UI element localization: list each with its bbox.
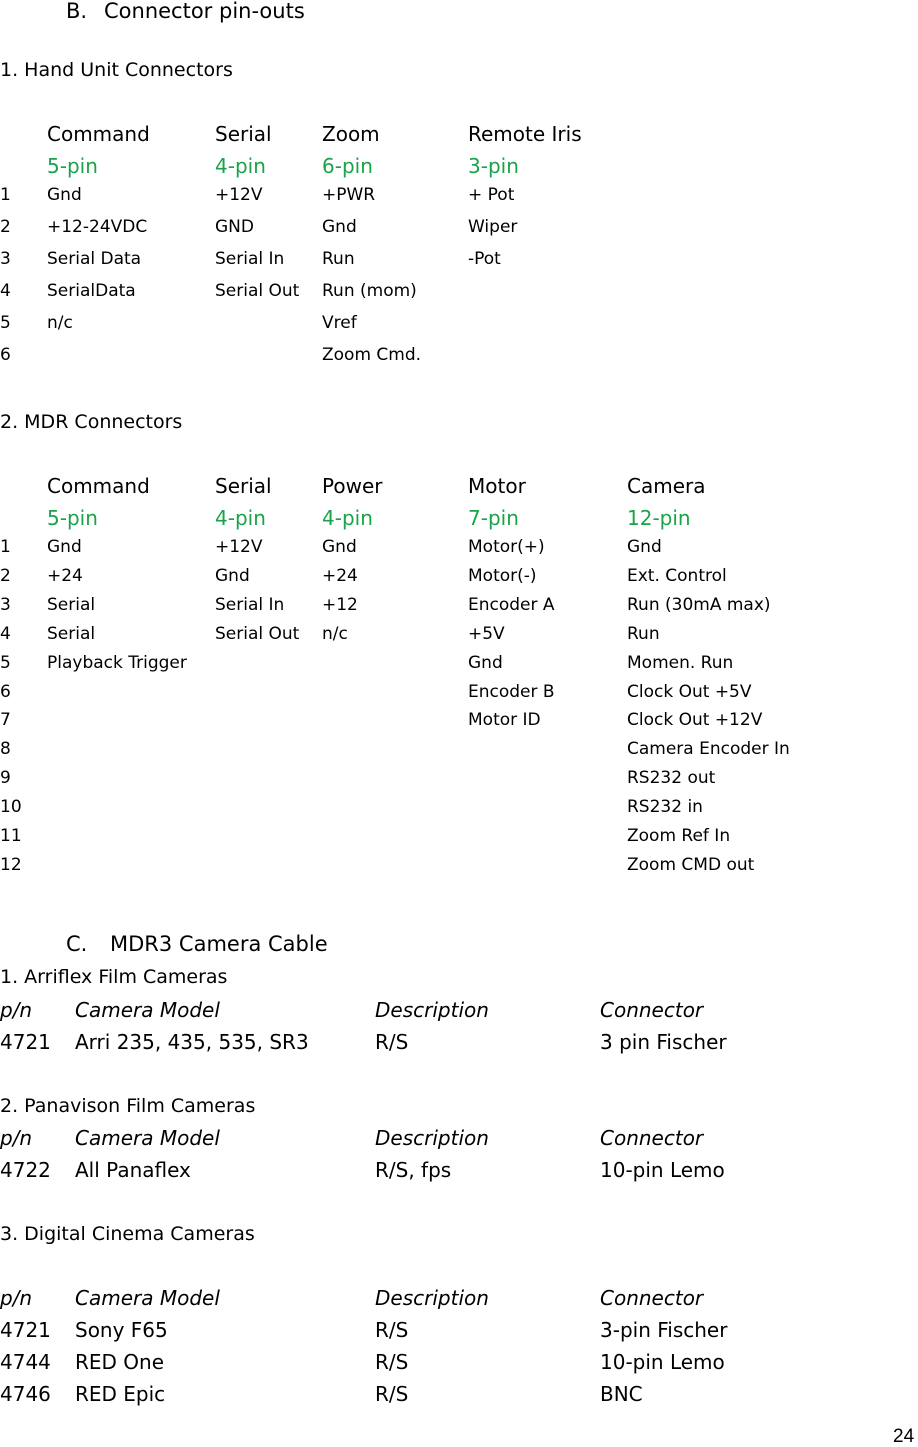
hand-unit-cell: Zoom Cmd. <box>322 345 422 365</box>
mdr-cell: Serial <box>47 594 96 615</box>
camera-cable-cell: 3 pin Fischer <box>600 1030 727 1054</box>
hand-unit-col-header: Zoom <box>322 122 380 146</box>
section-c-title: MDR3 Camera Cable <box>110 932 328 956</box>
mdr-row-number: 7 <box>0 710 11 731</box>
camera-cable-cell: RED Epic <box>75 1382 166 1406</box>
camera-col-header: p/n <box>0 1126 33 1150</box>
mdr-cell: Encoder A <box>468 594 555 615</box>
camera-cable-cell: All Panaflex <box>75 1158 191 1182</box>
mdr-cell: Gnd <box>47 537 82 557</box>
hand-unit-pin-count: 5-pin <box>47 154 98 178</box>
hand-unit-cell: Run <box>322 249 355 269</box>
mdr-col-header: Camera <box>627 474 706 498</box>
mdr-row-number: 2 <box>0 565 11 586</box>
mdr-cell: n/c <box>322 623 348 644</box>
camera-col-header: Camera Model <box>75 1126 220 1150</box>
mdr-cell: Motor(-) <box>468 565 537 586</box>
mdr-cell: Gnd <box>468 652 503 673</box>
hand-unit-cell: Run (mom) <box>322 281 417 301</box>
mdr-row-number: 9 <box>0 768 11 789</box>
mdr-cell: Clock Out +5V <box>627 681 752 702</box>
camera-col-header: Camera Model <box>75 998 220 1022</box>
hand-unit-cell: Gnd <box>322 217 357 237</box>
hand-unit-cell: SerialData <box>47 281 136 301</box>
hand-unit-col-header: Command <box>47 122 150 146</box>
mdr-cell: Clock Out +12V <box>627 710 763 731</box>
mdr-cell: Ext. Control <box>627 565 727 586</box>
camera-cable-cell: 10-pin Lemo <box>600 1350 725 1374</box>
mdr-cell: +24 <box>47 565 83 586</box>
camera-group-heading: 1. Arriflex Film Cameras <box>0 966 228 988</box>
hand-unit-cell: Vref <box>322 313 357 333</box>
hand-unit-cell: +12V <box>215 185 263 205</box>
camera-cable-cell: R/S <box>375 1382 409 1406</box>
section-c-letter: C. <box>66 932 88 956</box>
mdr-row-number: 4 <box>0 623 11 644</box>
hand-unit-col-header: Remote Iris <box>468 122 582 146</box>
hand-unit-cell: -Pot <box>468 249 501 269</box>
mdr-cell: +24 <box>322 565 358 586</box>
camera-col-header: Description <box>375 1286 489 1310</box>
mdr-cell: Run (30mA max) <box>627 594 771 615</box>
mdr-cell: Gnd <box>627 537 662 557</box>
camera-col-header: Camera Model <box>75 1286 220 1310</box>
hand-unit-cell: +12-24VDC <box>47 217 148 237</box>
mdr-row-number: 12 <box>0 854 22 875</box>
mdr-cell: Playback Trigger <box>47 652 187 673</box>
hand-unit-row-number: 6 <box>0 345 11 365</box>
mdr-cell: Zoom Ref In <box>627 826 731 846</box>
mdr-cell: RS232 out <box>627 768 716 789</box>
camera-col-header: Connector <box>600 1286 704 1310</box>
mdr-cell: Zoom CMD out <box>627 854 755 875</box>
camera-cable-cell: RED One <box>75 1350 165 1374</box>
camera-group-heading: 3. Digital Cinema Cameras <box>0 1223 255 1245</box>
mdr-row-number: 1 <box>0 537 11 557</box>
camera-cable-cell: 4722 <box>0 1158 51 1182</box>
mdr-col-header: Motor <box>468 474 526 498</box>
mdr-cell: Serial <box>47 623 96 644</box>
mdr-cell: Momen. Run <box>627 652 734 673</box>
camera-cable-cell: 4744 <box>0 1350 51 1374</box>
mdr-cell: +12 <box>322 594 358 615</box>
camera-cable-cell: 4721 <box>0 1318 51 1342</box>
camera-cable-cell: Sony F65 <box>75 1318 168 1342</box>
camera-col-header: Description <box>375 1126 489 1150</box>
hand-unit-pin-count: 3-pin <box>468 154 519 178</box>
mdr-row-number: 11 <box>0 826 22 846</box>
hand-unit-row-number: 5 <box>0 313 11 333</box>
camera-cable-cell: Arri 235, 435, 535, SR3 <box>75 1030 309 1054</box>
mdr-cell: Motor(+) <box>468 537 545 557</box>
mdr-col-header: Command <box>47 474 150 498</box>
hand-unit-heading: 1. Hand Unit Connectors <box>0 59 233 81</box>
camera-cable-cell: 4721 <box>0 1030 51 1054</box>
camera-cable-cell: R/S <box>375 1318 409 1342</box>
section-b-letter: B. <box>66 0 88 23</box>
hand-unit-cell: Serial Data <box>47 249 142 269</box>
mdr-pin-count: 4-pin <box>215 506 266 530</box>
mdr-cell: Serial In <box>215 594 285 615</box>
mdr-heading: 2. MDR Connectors <box>0 411 183 433</box>
camera-col-header: Description <box>375 998 489 1022</box>
hand-unit-cell: n/c <box>47 313 73 333</box>
camera-cable-cell: 10-pin Lemo <box>600 1158 725 1182</box>
mdr-cell: RS232 in <box>627 797 703 818</box>
mdr-cell: Serial Out <box>215 623 300 644</box>
mdr-cell: Gnd <box>322 537 357 557</box>
mdr-col-header: Power <box>322 474 383 498</box>
hand-unit-row-number: 2 <box>0 217 11 237</box>
mdr-cell: +12V <box>215 537 263 557</box>
mdr-cell: Motor ID <box>468 710 541 731</box>
mdr-cell: Gnd <box>215 565 250 586</box>
hand-unit-cell: Wiper <box>468 217 518 237</box>
mdr-row-number: 5 <box>0 652 11 673</box>
hand-unit-cell: GND <box>215 217 254 237</box>
mdr-cell: Encoder B <box>468 681 555 702</box>
camera-cable-cell: 4746 <box>0 1382 51 1406</box>
hand-unit-col-header: Serial <box>215 122 272 146</box>
camera-col-header: p/n <box>0 998 33 1022</box>
camera-cable-cell: BNC <box>600 1382 643 1406</box>
camera-cable-cell: R/S <box>375 1350 409 1374</box>
hand-unit-row-number: 3 <box>0 249 11 269</box>
mdr-pin-count: 5-pin <box>47 506 98 530</box>
mdr-row-number: 3 <box>0 594 11 615</box>
camera-cable-cell: R/S <box>375 1030 409 1054</box>
hand-unit-pin-count: 6-pin <box>322 154 373 178</box>
mdr-pin-count: 4-pin <box>322 506 373 530</box>
mdr-pin-count: 7-pin <box>468 506 519 530</box>
hand-unit-cell: + Pot <box>468 185 515 205</box>
camera-cable-cell: 3-pin Fischer <box>600 1318 728 1342</box>
mdr-pin-count: 12-pin <box>627 506 691 530</box>
mdr-cell: +5V <box>468 623 505 644</box>
hand-unit-cell: Serial In <box>215 249 285 269</box>
page-number: 24 <box>893 1426 915 1447</box>
hand-unit-cell: +PWR <box>322 185 376 205</box>
hand-unit-cell: Gnd <box>47 185 82 205</box>
section-b-title: Connector pin-outs <box>104 0 305 23</box>
hand-unit-row-number: 4 <box>0 281 11 301</box>
hand-unit-cell: Serial Out <box>215 281 300 301</box>
camera-col-header: Connector <box>600 998 704 1022</box>
hand-unit-row-number: 1 <box>0 185 11 205</box>
mdr-cell: Run <box>627 623 660 644</box>
camera-col-header: p/n <box>0 1286 33 1310</box>
mdr-row-number: 8 <box>0 739 11 760</box>
camera-cable-cell: R/S, fps <box>375 1158 452 1182</box>
mdr-row-number: 6 <box>0 681 11 702</box>
mdr-col-header: Serial <box>215 474 272 498</box>
camera-col-header: Connector <box>600 1126 704 1150</box>
mdr-cell: Camera Encoder In <box>627 739 790 760</box>
camera-group-heading: 2. Panavison Film Cameras <box>0 1095 256 1117</box>
hand-unit-pin-count: 4-pin <box>215 154 266 178</box>
mdr-row-number: 10 <box>0 797 22 818</box>
